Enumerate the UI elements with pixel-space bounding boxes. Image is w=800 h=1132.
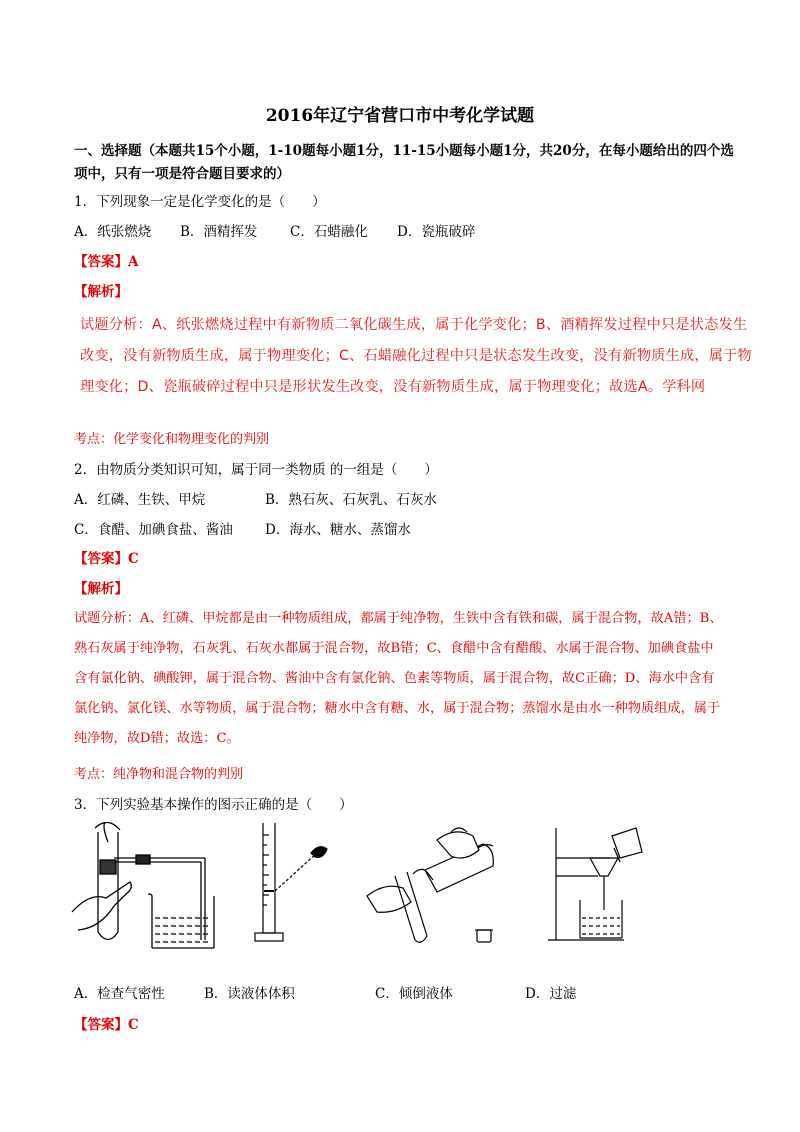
q3-answer: 【答案】C: [74, 1017, 139, 1033]
q3-option-c: C．倾倒液体: [375, 986, 453, 1002]
q1-option-b: B．酒精挥发: [180, 224, 258, 240]
q1-analysis-line3: 理变化；D、瓷瓶破碎过程中只是形状发生改变，没有新物质生成，属于物理变化；故选A。学科网: [80, 379, 706, 395]
q2-analysis-label: 【解析】: [74, 581, 128, 597]
figure-b-read-volume: [245, 815, 345, 955]
q2-option-d: D．海水、糖水、蒸馏水: [265, 522, 411, 538]
q2-analysis-line4: 氯化钠、氯化镁、水等物质，属于混合物；糖水中含有糖、水，属于混合物；蒸馏水是由水一种物质组成，属于: [74, 701, 721, 716]
q1-analysis-line2: 改变，没有新物质生成，属于物理变化；C、石蜡融化过程中只是状态发生改变，没有新物质生成，属于物: [80, 348, 752, 364]
q2-analysis-line3: 含有氯化钠、碘酸钾，属于混合物、酱油中含有氯化钠、色素等物质，属于混合物，故C正确；D、海水中含有: [74, 671, 715, 686]
q3-stem: 3．下列实验基本操作的图示正确的是（ ）: [74, 797, 353, 813]
q1-answer: 【答案】A: [74, 254, 139, 270]
q1-analysis-label: 【解析】: [74, 284, 128, 300]
q1-option-d: D．瓷瓶破碎: [397, 224, 476, 240]
figure-c-pour-liquid: [355, 822, 515, 952]
section-heading-line1: 一、选择题（本题共15个小题，1-10题每小题1分，11-15小题每小题1分，共20分，在每小题给出的四个选: [74, 143, 734, 159]
q2-analysis-line2: 熟石灰属于纯净物，石灰乳、石灰水都属于混合物，故B错；C、食醋中含有醋酸、水属于混合物、加碘食盐中: [74, 641, 714, 656]
q1-analysis-line1: 试题分析：A、纸张燃烧过程中有新物质二氧化碳生成，属于化学变化；B、酒精挥发过程中只是状态发生: [80, 317, 748, 333]
q1-stem: 1．下列现象一定是化学变化的是（ ）: [74, 194, 326, 210]
q2-option-b: B．熟石灰、石灰乳、石灰水: [265, 492, 437, 508]
q2-option-c: C．食醋、加碘食盐、酱油: [74, 522, 233, 538]
q3-option-d: D．过滤: [525, 986, 577, 1002]
q2-analysis-line1: 试题分析：A、红磷、甲烷都是由一种物质组成，都属于纯净物，生铁中含有铁和碳，属于混合物，故A错；B、: [74, 611, 723, 626]
q2-analysis-line5: 纯净物，故D错；故选：C。: [74, 731, 240, 746]
figure-a-airtightness: [70, 822, 220, 954]
q2-kaodian: 考点：纯净物和混合物的判别: [74, 767, 244, 782]
q2-option-a: A．红磷、生铁、甲烷: [74, 492, 206, 508]
q1-kaodian: 考点：化学变化和物理变化的判别: [74, 432, 270, 447]
q1-option-c: C．石蜡融化: [290, 224, 368, 240]
q2-answer: 【答案】C: [74, 551, 139, 567]
figure-d-filtration: [540, 818, 660, 948]
q3-option-a: A．检查气密性: [74, 986, 165, 1002]
section-heading-line2: 项中，只有一项是符合题目要求的）: [74, 166, 290, 182]
q1-option-a: A．纸张燃烧: [74, 224, 152, 240]
q2-stem: 2．由物质分类知识可知，属于同一类物质 的一组是（ ）: [74, 462, 438, 478]
q3-option-b: B．读液体体积: [204, 986, 295, 1002]
page-title: 2016年辽宁省营口市中考化学试题: [265, 106, 535, 126]
